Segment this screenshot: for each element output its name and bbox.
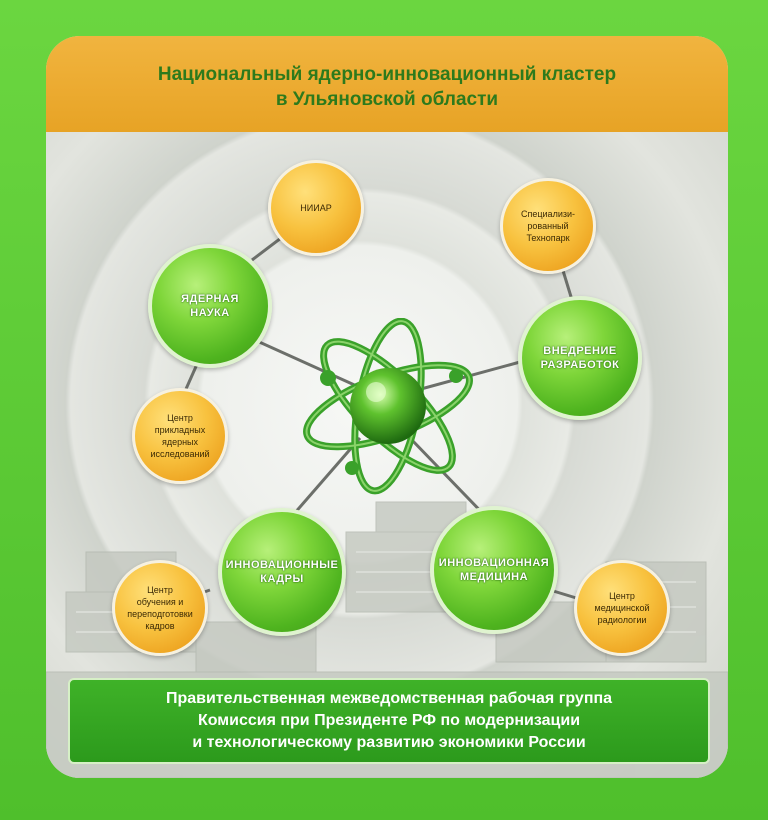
node-innov-kadry-label: ИННОВАЦИОННЫЕ КАДРЫ <box>225 559 339 585</box>
node-vnedrenie-label: ВНЕДРЕНИЕ РАЗРАБОТОК <box>540 345 620 371</box>
node-tsentr-obucheniya-label: Центр обучения и переподготовки кадров <box>127 585 193 631</box>
node-yadernaya-nauka <box>148 244 272 368</box>
node-tsentr-prikladnykh <box>132 388 228 484</box>
node-innov-meditsina <box>430 506 558 634</box>
node-innov-kadry <box>218 508 346 636</box>
node-innov-meditsina-label: ИННОВАЦИОННАЯ МЕДИЦИНА <box>438 557 550 583</box>
node-niiar-label: НИИАР <box>300 203 332 213</box>
node-spets-tekhnopark-label: Специализи- рованный Технопарк <box>521 209 575 243</box>
node-tsentr-meditsinskoy-label: Центр медицинской радиологии <box>594 591 650 625</box>
page-title: Национальный ядерно-инновационный кластер в Ульяновской области <box>157 64 617 110</box>
node-spets-tekhnopark <box>500 178 596 274</box>
footer-banner <box>68 678 710 764</box>
footer-text: Правительственная межведомственная рабочая группа Комиссия при Президенте РФ по модернизации и технологическому развитию экономики России <box>165 690 613 751</box>
node-tsentr-obucheniya <box>112 560 208 656</box>
node-niiar <box>268 160 364 256</box>
atom-icon <box>292 318 484 498</box>
node-tsentr-meditsinskoy <box>574 560 670 656</box>
node-tsentr-prikladnykh-label: Центр прикладных ядерных исследований <box>150 413 210 459</box>
node-yadernaya-nauka-label: ЯДЕРНАЯ НАУКА <box>181 293 239 319</box>
node-vnedrenie <box>518 296 642 420</box>
